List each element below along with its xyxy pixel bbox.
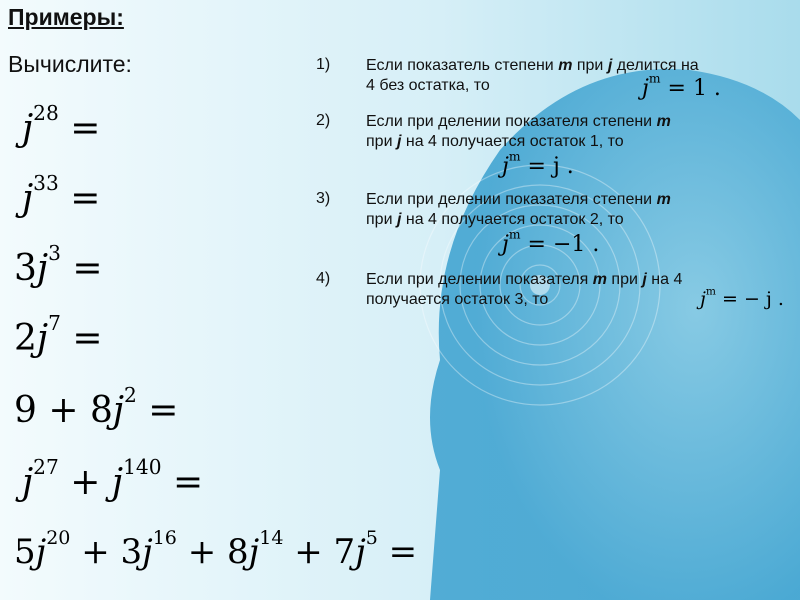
rule-text: Если показатель степени m при j делится на 4 без остатка, то [366,57,699,94]
example-2: $j^{33}$ = [22,170,101,219]
example-7: $5j^{20} + 3j^{16} + 8j^{14} + 7j^5$ = [14,526,418,572]
rule-text: Если при делении показателя m при j на 4 получается остаток 3, то [366,271,683,308]
example-1: $j^{28}$ = [22,100,101,149]
rule-number: 4) [316,270,331,287]
rule-text: Если при делении показателя степени m при j на 4 получается остаток 1, то [366,113,671,150]
rule-formula: $j^m = 1$ . [642,71,721,101]
rule-formula: $j^m$ = − j . [700,284,784,310]
example-3: $3j^3$ = [14,240,103,289]
example-5: $9 + 8j^2$ = [14,382,179,431]
rule-formula: $j^m = -1$ . [502,227,600,257]
example-4: $2j^7$ = [14,310,103,359]
rule-number: 2) [316,112,331,129]
page-subtitle: Вычислите: [8,51,132,77]
rule-number: 3) [316,190,331,207]
rule-text: Если при делении показателя степени m при j на 4 получается остаток 2, то [366,191,671,228]
rule-formula: $j^m = j$ . [502,149,574,179]
rule-number: 1) [316,56,331,73]
page-title: Примеры: [8,4,124,30]
example-6: $j^{27} + j^{140}$ = [22,454,204,503]
